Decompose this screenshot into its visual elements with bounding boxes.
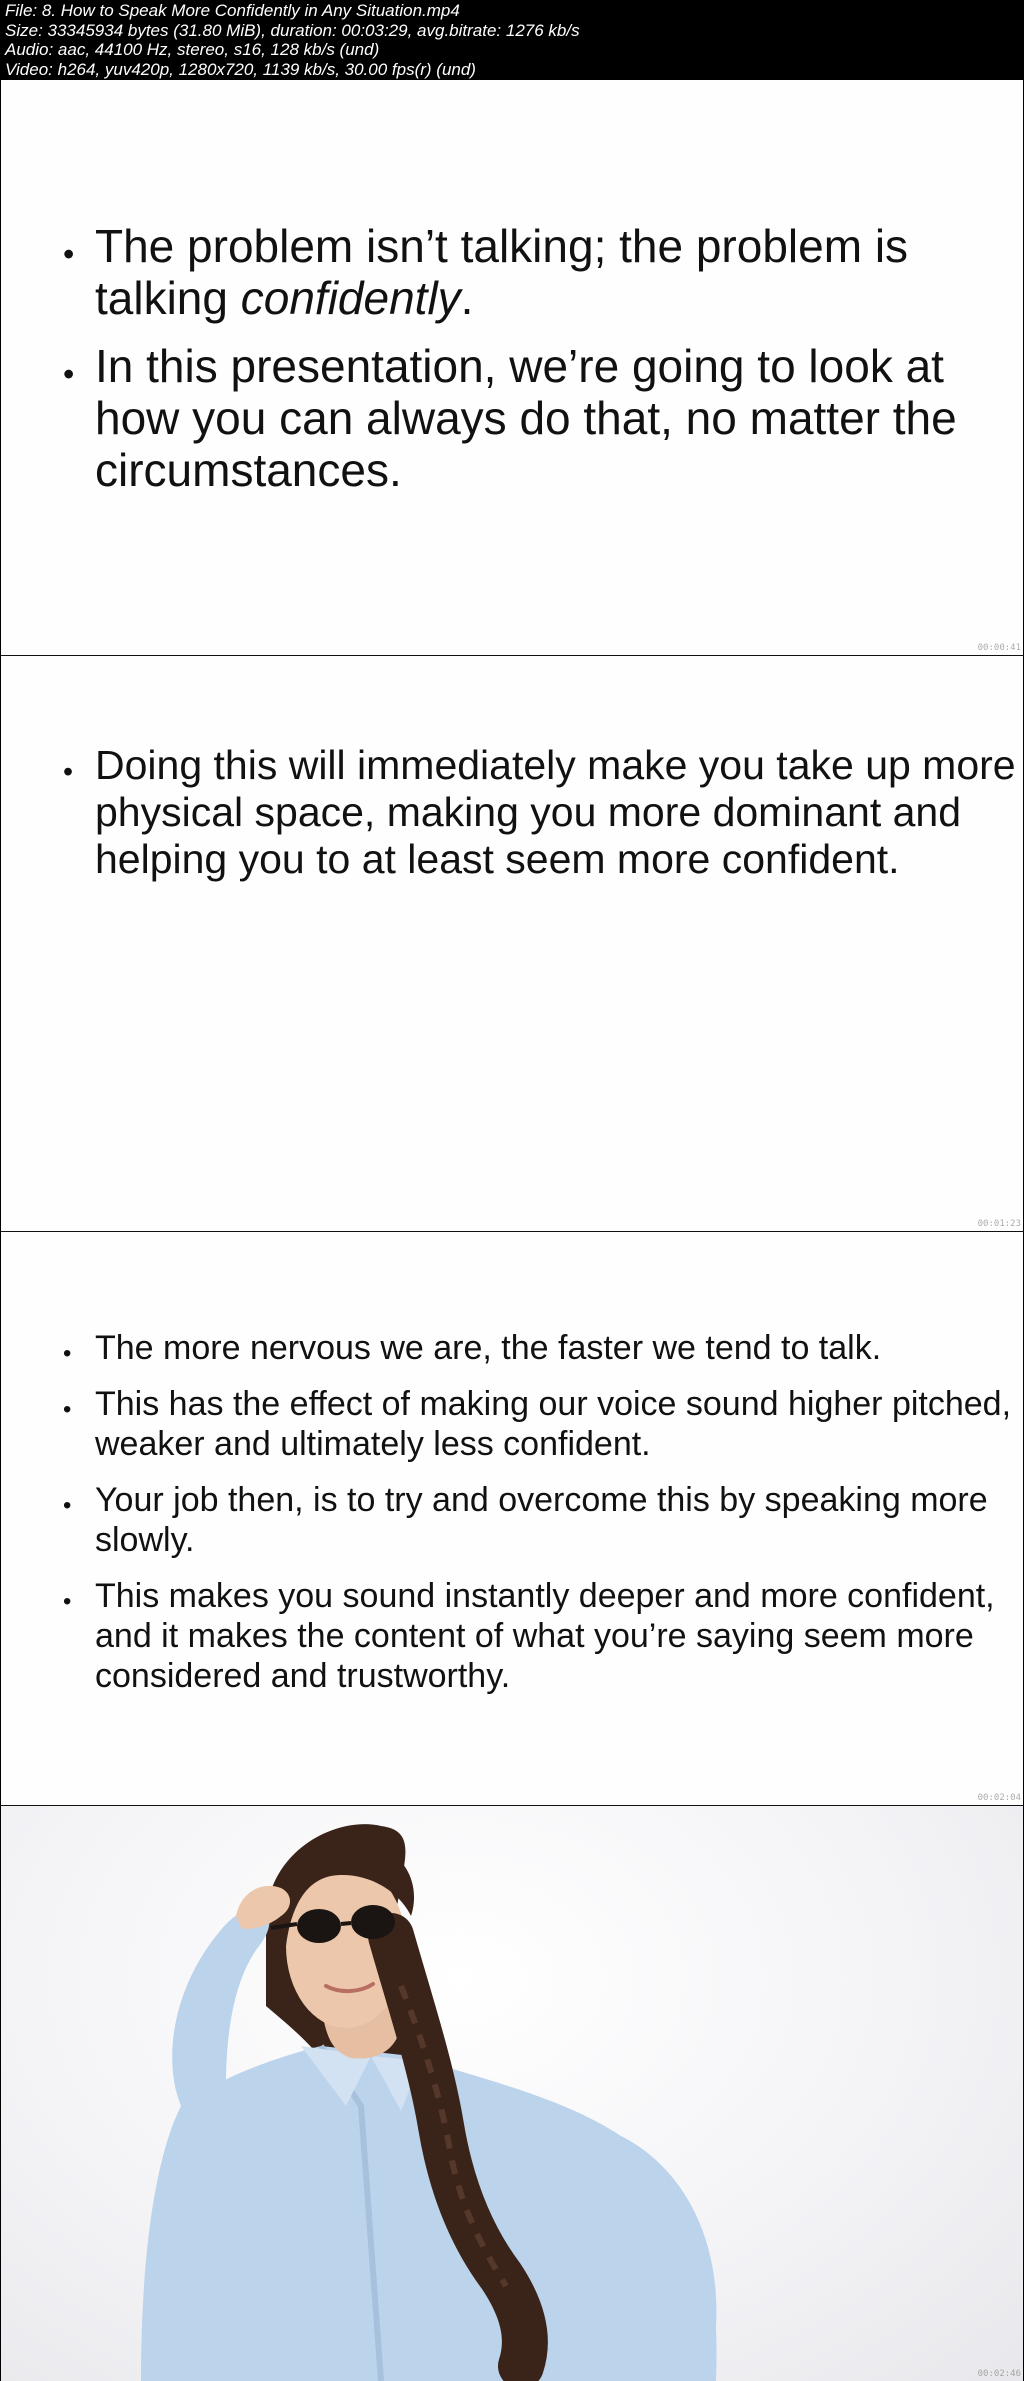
bullet-dot-icon: •: [63, 756, 74, 789]
timestamp-text: 00:02:04: [977, 1793, 1021, 1803]
thumbnail-frame-3: [1, 1232, 1023, 1805]
slide-bullets: [1, 220, 1023, 512]
bullet-dot-icon: •: [63, 1491, 72, 1519]
bullet-item: [1, 1480, 1023, 1560]
slide-bullets: [1, 1328, 1023, 1712]
timestamp-text: 00:02:46: [977, 2369, 1021, 2379]
bullet-text: Doing this will immediately make you take up more physical space, making you more dominant and helping you to at least seem more confident.: [95, 742, 1016, 882]
bullet-text-end: .: [460, 272, 474, 324]
sunglasses-left-lens: [297, 1909, 341, 1943]
file-size-line: Size: 33345934 bytes (31.80 MiB), duration: 00:03:29, avg.bitrate: 1276 kb/s: [5, 20, 580, 40]
bullet-text: In this presentation, we’re going to look at how you can always do that, no matter the circumstances.: [95, 340, 957, 496]
bullet-text: The problem isn’t talking; the problem is talking: [95, 220, 909, 324]
bullet-item: [1, 742, 1023, 883]
frame-timestamp: [978, 1794, 1021, 1803]
bullet-item: [1, 340, 1023, 496]
woman-with-sunglasses-photo: [1, 1806, 1023, 2381]
bullet-item: [1, 220, 1023, 324]
bullet-dot-icon: •: [63, 236, 75, 273]
timestamp-text: 00:01:23: [977, 1219, 1021, 1229]
file-info-header: [0, 0, 1024, 79]
bullet-dot-icon: •: [63, 356, 75, 393]
sunglasses-right-lens: [351, 1905, 395, 1939]
video-info-line: Video: h264, yuv420p, 1280x720, 1139 kb/s, 30.00 fps(r) (und): [5, 59, 476, 79]
bullet-dot-icon: •: [63, 1395, 72, 1423]
bullet-text: The more nervous we are, the faster we tend to talk.: [95, 1329, 882, 1367]
bullet-text: This makes you sound instantly deeper and more confident, and it makes the content of what you’re saying seem more considered and trustworthy.: [95, 1577, 995, 1695]
bullet-emphasis: confidently: [240, 272, 461, 324]
bullet-item: [1, 1328, 1023, 1368]
thumbnail-frame-4: [1, 1806, 1023, 2381]
frame-timestamp: [978, 1220, 1021, 1229]
thumbnail-frame-2: [1, 656, 1023, 1231]
bullet-dot-icon: •: [63, 1587, 72, 1615]
bullet-text: Your job then, is to try and overcome this by speaking more slowly.: [95, 1481, 988, 1559]
thumbnail-frame-1: [1, 80, 1023, 655]
audio-info-line: Audio: aac, 44100 Hz, stereo, s16, 128 kb/s (und): [5, 40, 380, 59]
slide-bullets: [1, 742, 1023, 883]
bullet-item: [1, 1576, 1023, 1696]
file-name-line: File: 8. How to Speak More Confidently in Any Situation.mp4: [5, 1, 460, 20]
bullet-text: This has the effect of making our voice sound higher pitched, weaker and ultimately less confident.: [95, 1385, 1012, 1463]
frame-timestamp: [978, 644, 1021, 653]
bullet-item: [1, 1384, 1023, 1464]
bullet-dot-icon: •: [63, 1339, 72, 1367]
timestamp-text: 00:00:41: [977, 643, 1021, 653]
frame-timestamp: [978, 2370, 1021, 2379]
